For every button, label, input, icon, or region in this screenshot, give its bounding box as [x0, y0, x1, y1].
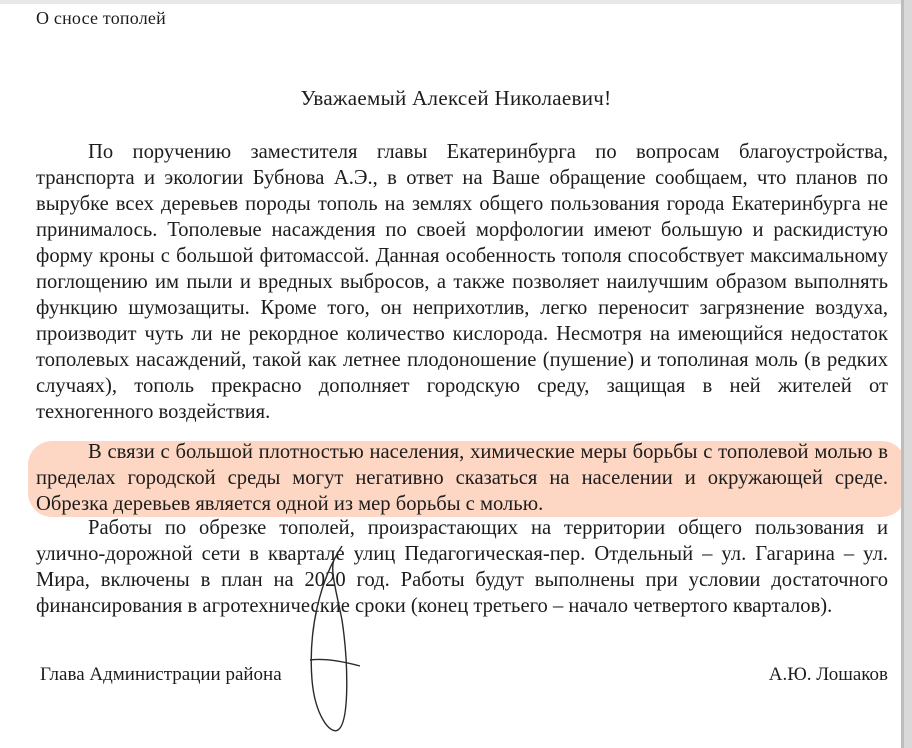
scan-edge-right: [898, 0, 912, 748]
paragraph-1: По поручению заместителя главы Екатеринбурга по вопросам благоустройства, транспорта и экологии Бубнова А.Э., в ответ на Ваше обращение сообщаем, что планов по вырубке всех деревьев породы тополь на землях общего пользования города Екатеринбурга не принималось. Тополевые насаждения по своей морфологии имеют большую и раскидистую форму кроны с большой фитомассой. Данная особенность тополя способствует максимальному поглощению им пыли и вредных выбросов, а также позволяет наилучшим образом выполнять функцию шумозащиты. Кроме того, он неприхотлив, легко переносит загрязнение воздуха, производит чуть ли не рекордное количество кислорода. Несмотря на имеющийся недостаток тополевых насаждений, такой как летнее плодоношение (пушение) и тополиная моль (в редких случаях), тополь прекрасно дополняет городскую среду, защищая в ней жителей от техногенного воздействия.: [36, 141, 888, 423]
scan-edge-top: [0, 0, 912, 4]
paragraph-3: Работы по обрезке тополей, произрастающих на территории общего пользования и улично-дорожной сети в квартале улиц Педагогическая-пер. Отдельный – ул. Гагарина – ул. Мира, включены в план на 2020 год. Работы будут выполнены при условии достаточного финансирования в агротехнические сроки (конец третьего – начало четвертого кварталов).: [36, 517, 888, 617]
greeting: Уважаемый Алексей Николаевич!: [300, 86, 612, 110]
signatory-title: Глава Администрации района: [40, 664, 282, 685]
signatory-name: А.Ю. Лошаков: [768, 664, 888, 685]
paragraph-2-highlighted: В связи с большой плотностью населения, химические меры борьбы с тополевой молью в пределах городской среды могут негативно сказаться на населении и окружающей среде. Обрезка деревьев является одной из мер борьбы с молью.: [36, 441, 888, 515]
letter-subject: О сносе тополей: [36, 8, 166, 28]
handwritten-signature: [290, 540, 370, 740]
